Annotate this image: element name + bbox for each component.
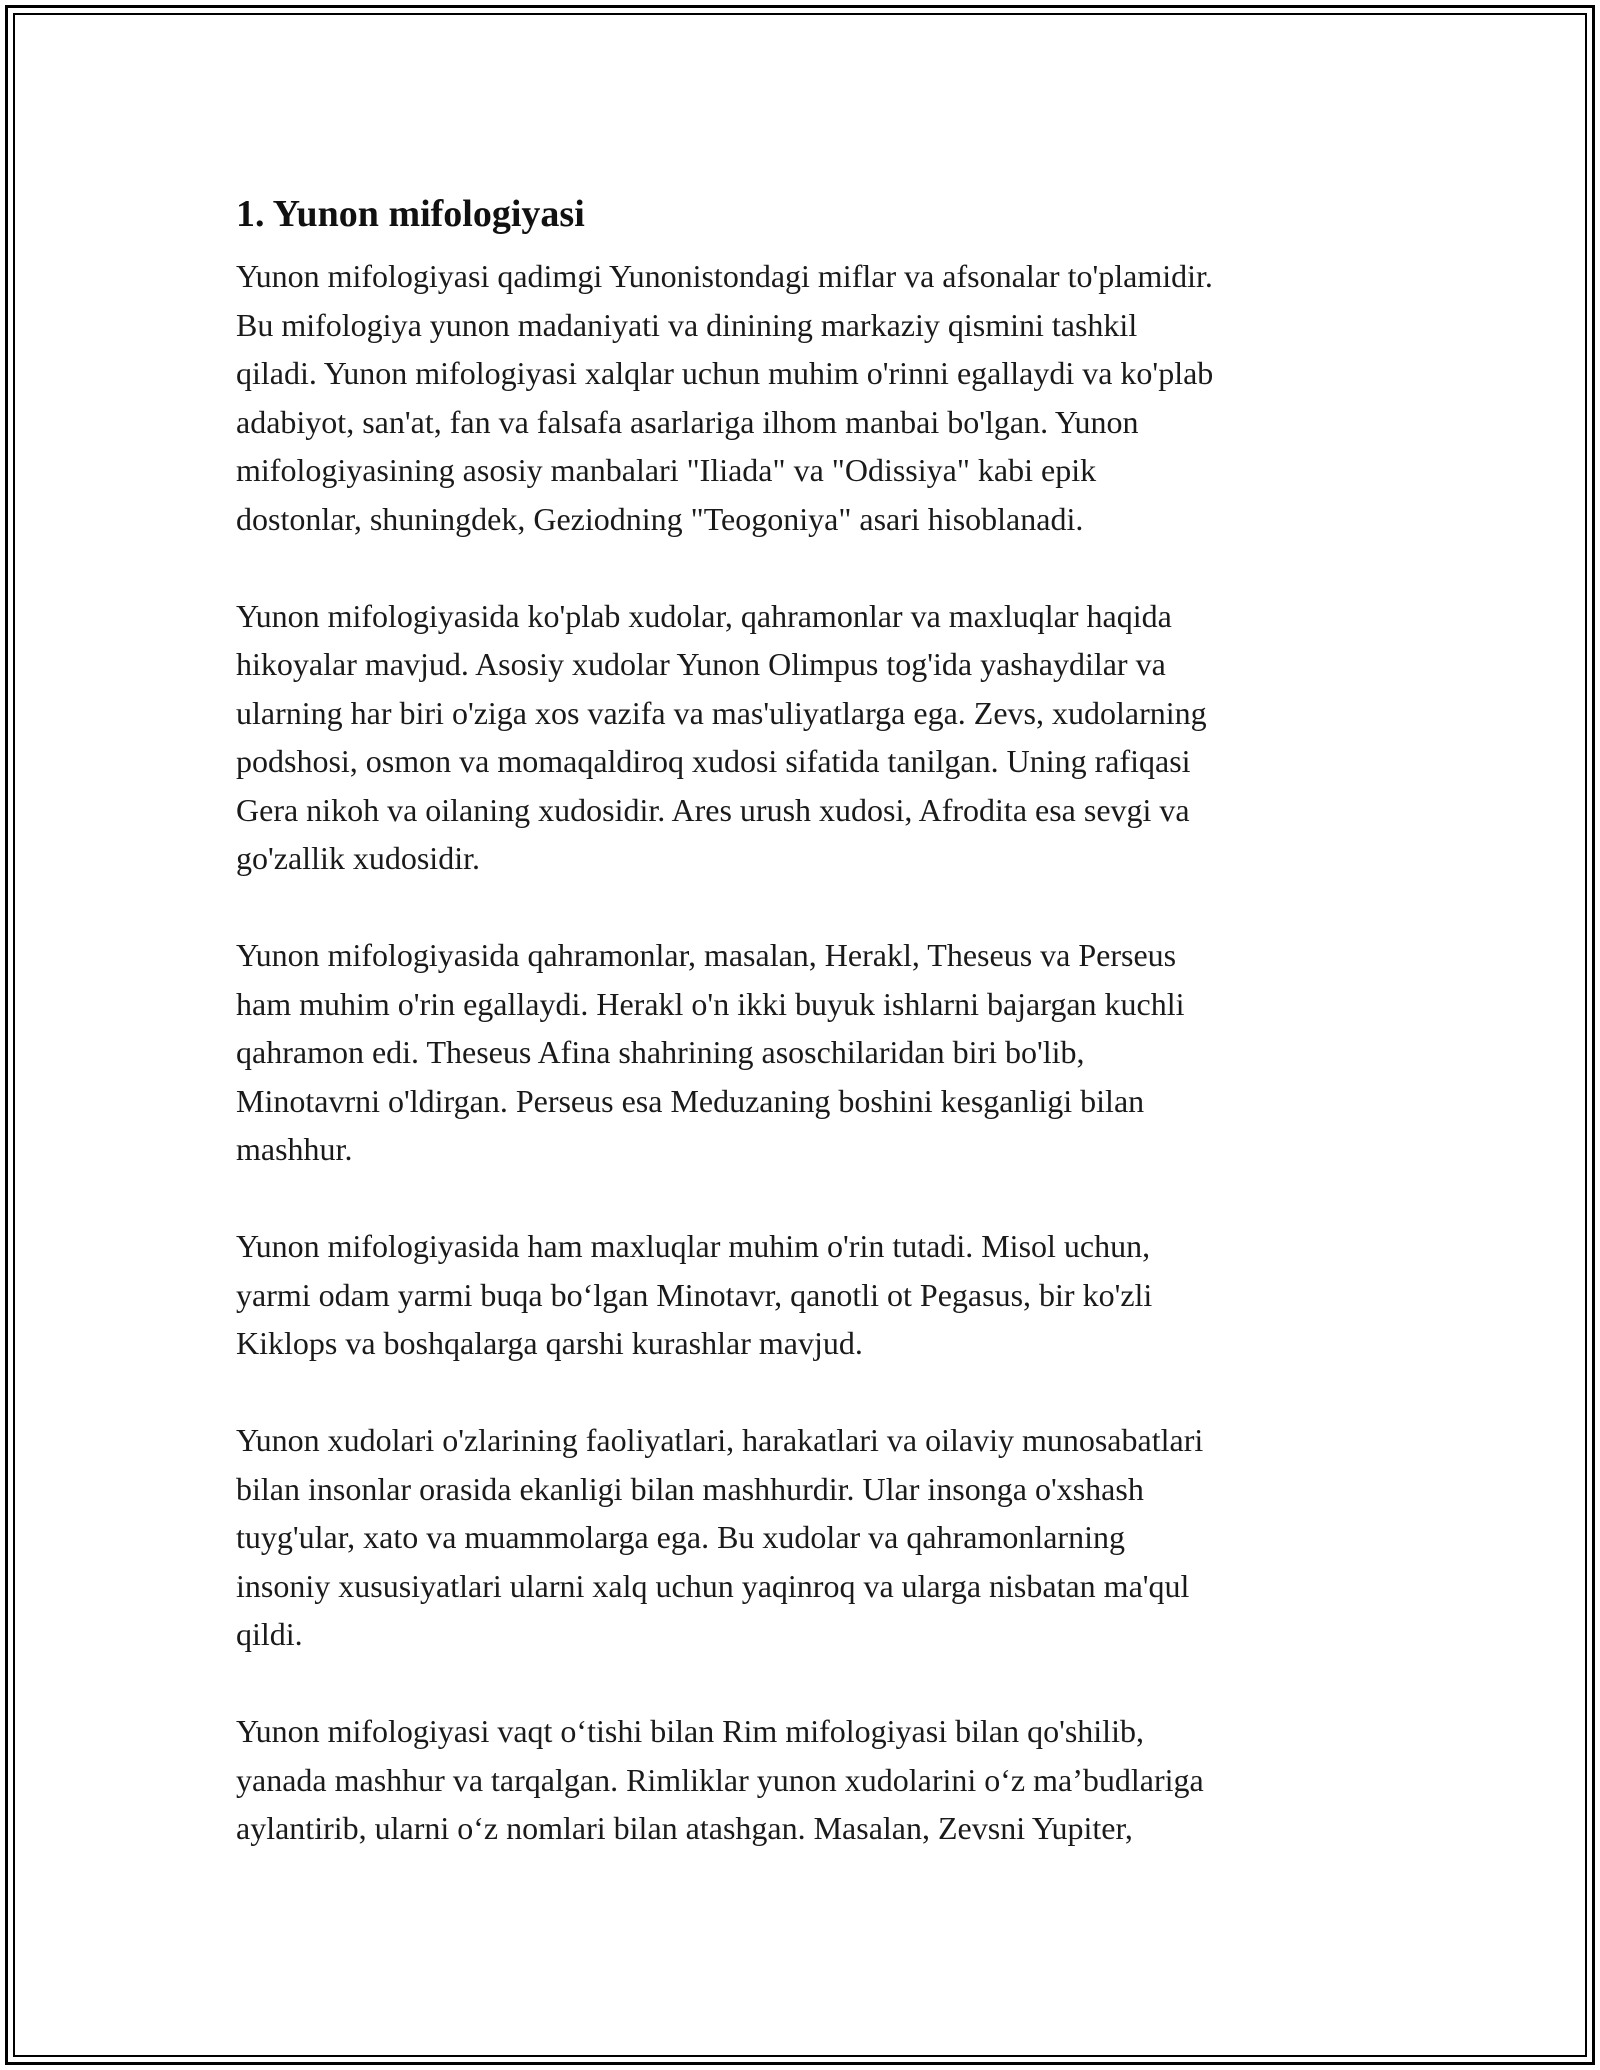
text-line: podshosi, osmon va momaqaldiroq xudosi sifatida tanilgan. Uning rafiqasi — [236, 743, 1191, 779]
text-line: adabiyot, san'at, fan va falsafa asarlariga ilhom manbai bo'lgan. Yunon — [236, 403, 1139, 440]
text-line: Gera nikoh va oilaning xudosidir. Ares urush xudosi, Afrodita esa sevgi va — [236, 791, 1190, 828]
section-heading: 1. Yunon mifologiyasi — [236, 193, 585, 235]
text-line: ularning har biri o'ziga xos vazifa va mas'uliyatlarga ega. Zevs, xudolarning — [236, 694, 1207, 731]
text-line: Yunon xudolari o'zlarining faoliyatlari, harakatlari va oilaviy munosabatlari — [236, 1422, 1204, 1458]
paragraph-creatures — [236, 1222, 1386, 1368]
text-line: Yunon mifologiyasida ko'plab xudolar, qahramonlar va maxluqlar haqida — [236, 597, 1172, 634]
text-line: Yunon mifologiyasi qadimgi Yunonistondagi miflar va afsonalar to'plamidir. — [236, 258, 1213, 294]
text-line: bilan insonlar orasida ekanligi bilan mashhurdir. Ular insonga o'xshash — [236, 1470, 1144, 1507]
text-line: Yunon mifologiyasi vaqt o‘tishi bilan Rim mifologiyasi bilan qo'shilib, — [236, 1713, 1144, 1749]
text-line: insoniy xususiyatlari ularni xalq uchun yaqinroq va ularga nisbatan ma'qul — [236, 1567, 1190, 1604]
text-line: go'zallik xudosidir. — [236, 840, 480, 876]
text-line: mifologiyasining asosiy manbalari "Iliada" va "Odissiya" kabi epik — [236, 452, 1097, 488]
paragraph-heroes — [236, 931, 1386, 1174]
text-line: Yunon mifologiyasida ham maxluqlar muhim o'rin tutadi. Misol uchun, — [236, 1228, 1151, 1264]
text-line: Kiklops va boshqalarga qarshi kurashlar mavjud. — [236, 1325, 863, 1361]
text-line: aylantirib, ularni o‘z nomlari bilan atashgan. Masalan, Zevsni Yupiter, — [236, 1810, 1133, 1846]
text-line: qiladi. Yunon mifologiyasi xalqlar uchun muhim o'rinni egallaydi va ko'plab — [236, 355, 1214, 391]
text-line: Minotavrni o'ldirgan. Perseus esa Meduzaning boshini kesganligi bilan — [236, 1082, 1145, 1119]
text-line: qahramon edi. Theseus Afina shahrining asoschilaridan biri bo'lib, — [236, 1034, 1085, 1070]
text-line: yanada mashhur va tarqalgan. Rimliklar yunon xudolarini o‘z ma’budlariga — [236, 1761, 1204, 1798]
text-line: Bu mifologiya yunon madaniyati va dinining markaziy qismini tashkil — [236, 306, 1138, 343]
text-line: tuyg'ular, xato va muammolarga ega. Bu xudolar va qahramonlarning — [236, 1519, 1125, 1555]
text-line: mashhur. — [236, 1131, 353, 1167]
paragraph-gods — [236, 592, 1386, 883]
text-line: qildi. — [236, 1616, 303, 1652]
paragraph-human-traits — [236, 1416, 1386, 1659]
text-line: yarmi odam yarmi buqa bo‘lgan Minotavr, qanotli ot Pegasus, bir ko'zli — [236, 1276, 1153, 1313]
paragraph-intro — [236, 252, 1386, 543]
paragraph-roman-influence — [236, 1707, 1386, 1853]
document-body — [236, 186, 1386, 1901]
text-line: ham muhim o'rin egallaydi. Herakl o'n ikki buyuk ishlarni bajargan kuchli — [236, 985, 1185, 1022]
text-line: dostonlar, shuningdek, Geziodning "Teogoniya" asari hisoblanadi. — [236, 500, 1084, 537]
text-line: hikoyalar mavjud. Asosiy xudolar Yunon Olimpus tog'ida yashaydilar va — [236, 646, 1166, 682]
text-line: Yunon mifologiyasida qahramonlar, masalan, Herakl, Theseus va Perseus — [236, 937, 1177, 973]
